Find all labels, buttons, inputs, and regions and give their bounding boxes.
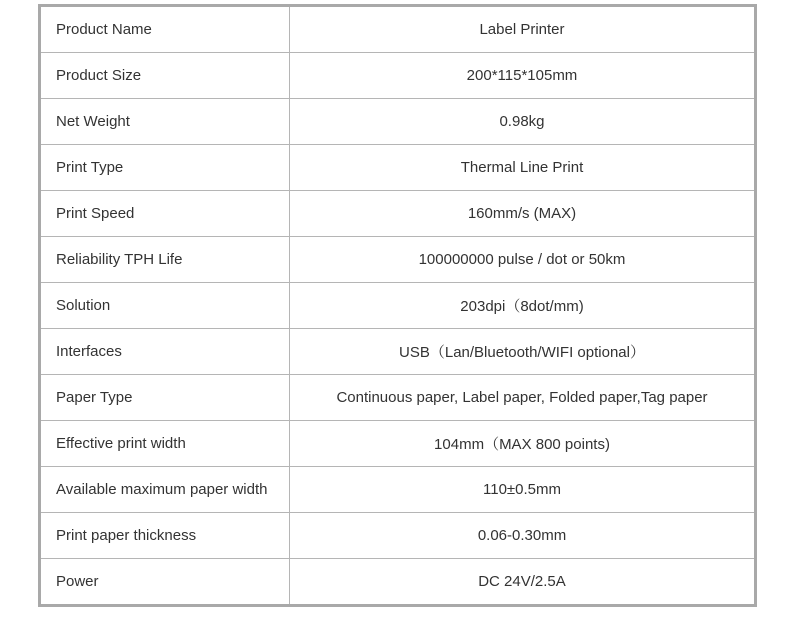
spec-value: Continuous paper, Label paper, Folded paper,Tag paper (290, 375, 756, 421)
table-row (40, 283, 756, 329)
spec-label: Power (40, 559, 290, 606)
spec-value: 104mm（MAX 800 points) (290, 421, 756, 467)
table-row (40, 191, 756, 237)
spec-value: USB（Lan/Bluetooth/WIFI optional） (290, 329, 756, 375)
spec-table (38, 4, 757, 607)
table-row (40, 467, 756, 513)
table-row (40, 375, 756, 421)
table-row (40, 513, 756, 559)
table-row (40, 237, 756, 283)
spec-value: 110±0.5mm (290, 467, 756, 513)
spec-value: 0.98kg (290, 99, 756, 145)
table-row (40, 329, 756, 375)
spec-label: Available maximum paper width (40, 467, 290, 513)
spec-label: Print Speed (40, 191, 290, 237)
spec-value: 200*115*105mm (290, 53, 756, 99)
spec-value: Thermal Line Print (290, 145, 756, 191)
table-row (40, 53, 756, 99)
spec-value: 100000000 pulse / dot or 50km (290, 237, 756, 283)
spec-label: Paper Type (40, 375, 290, 421)
table-row (40, 145, 756, 191)
spec-value: Label Printer (290, 6, 756, 53)
spec-label: Effective print width (40, 421, 290, 467)
spec-value: 160mm/s (MAX) (290, 191, 756, 237)
spec-value: 0.06-0.30mm (290, 513, 756, 559)
spec-value: DC 24V/2.5A (290, 559, 756, 606)
table-row (40, 99, 756, 145)
table-row (40, 421, 756, 467)
table-row (40, 6, 756, 53)
table-row (40, 559, 756, 606)
spec-label: Print paper thickness (40, 513, 290, 559)
spec-label: Net Weight (40, 99, 290, 145)
spec-label: Solution (40, 283, 290, 329)
spec-value: 203dpi（8dot/mm) (290, 283, 756, 329)
spec-label: Product Name (40, 6, 290, 53)
spec-label: Product Size (40, 53, 290, 99)
spec-label: Reliability TPH Life (40, 237, 290, 283)
spec-label: Print Type (40, 145, 290, 191)
spec-label: Interfaces (40, 329, 290, 375)
